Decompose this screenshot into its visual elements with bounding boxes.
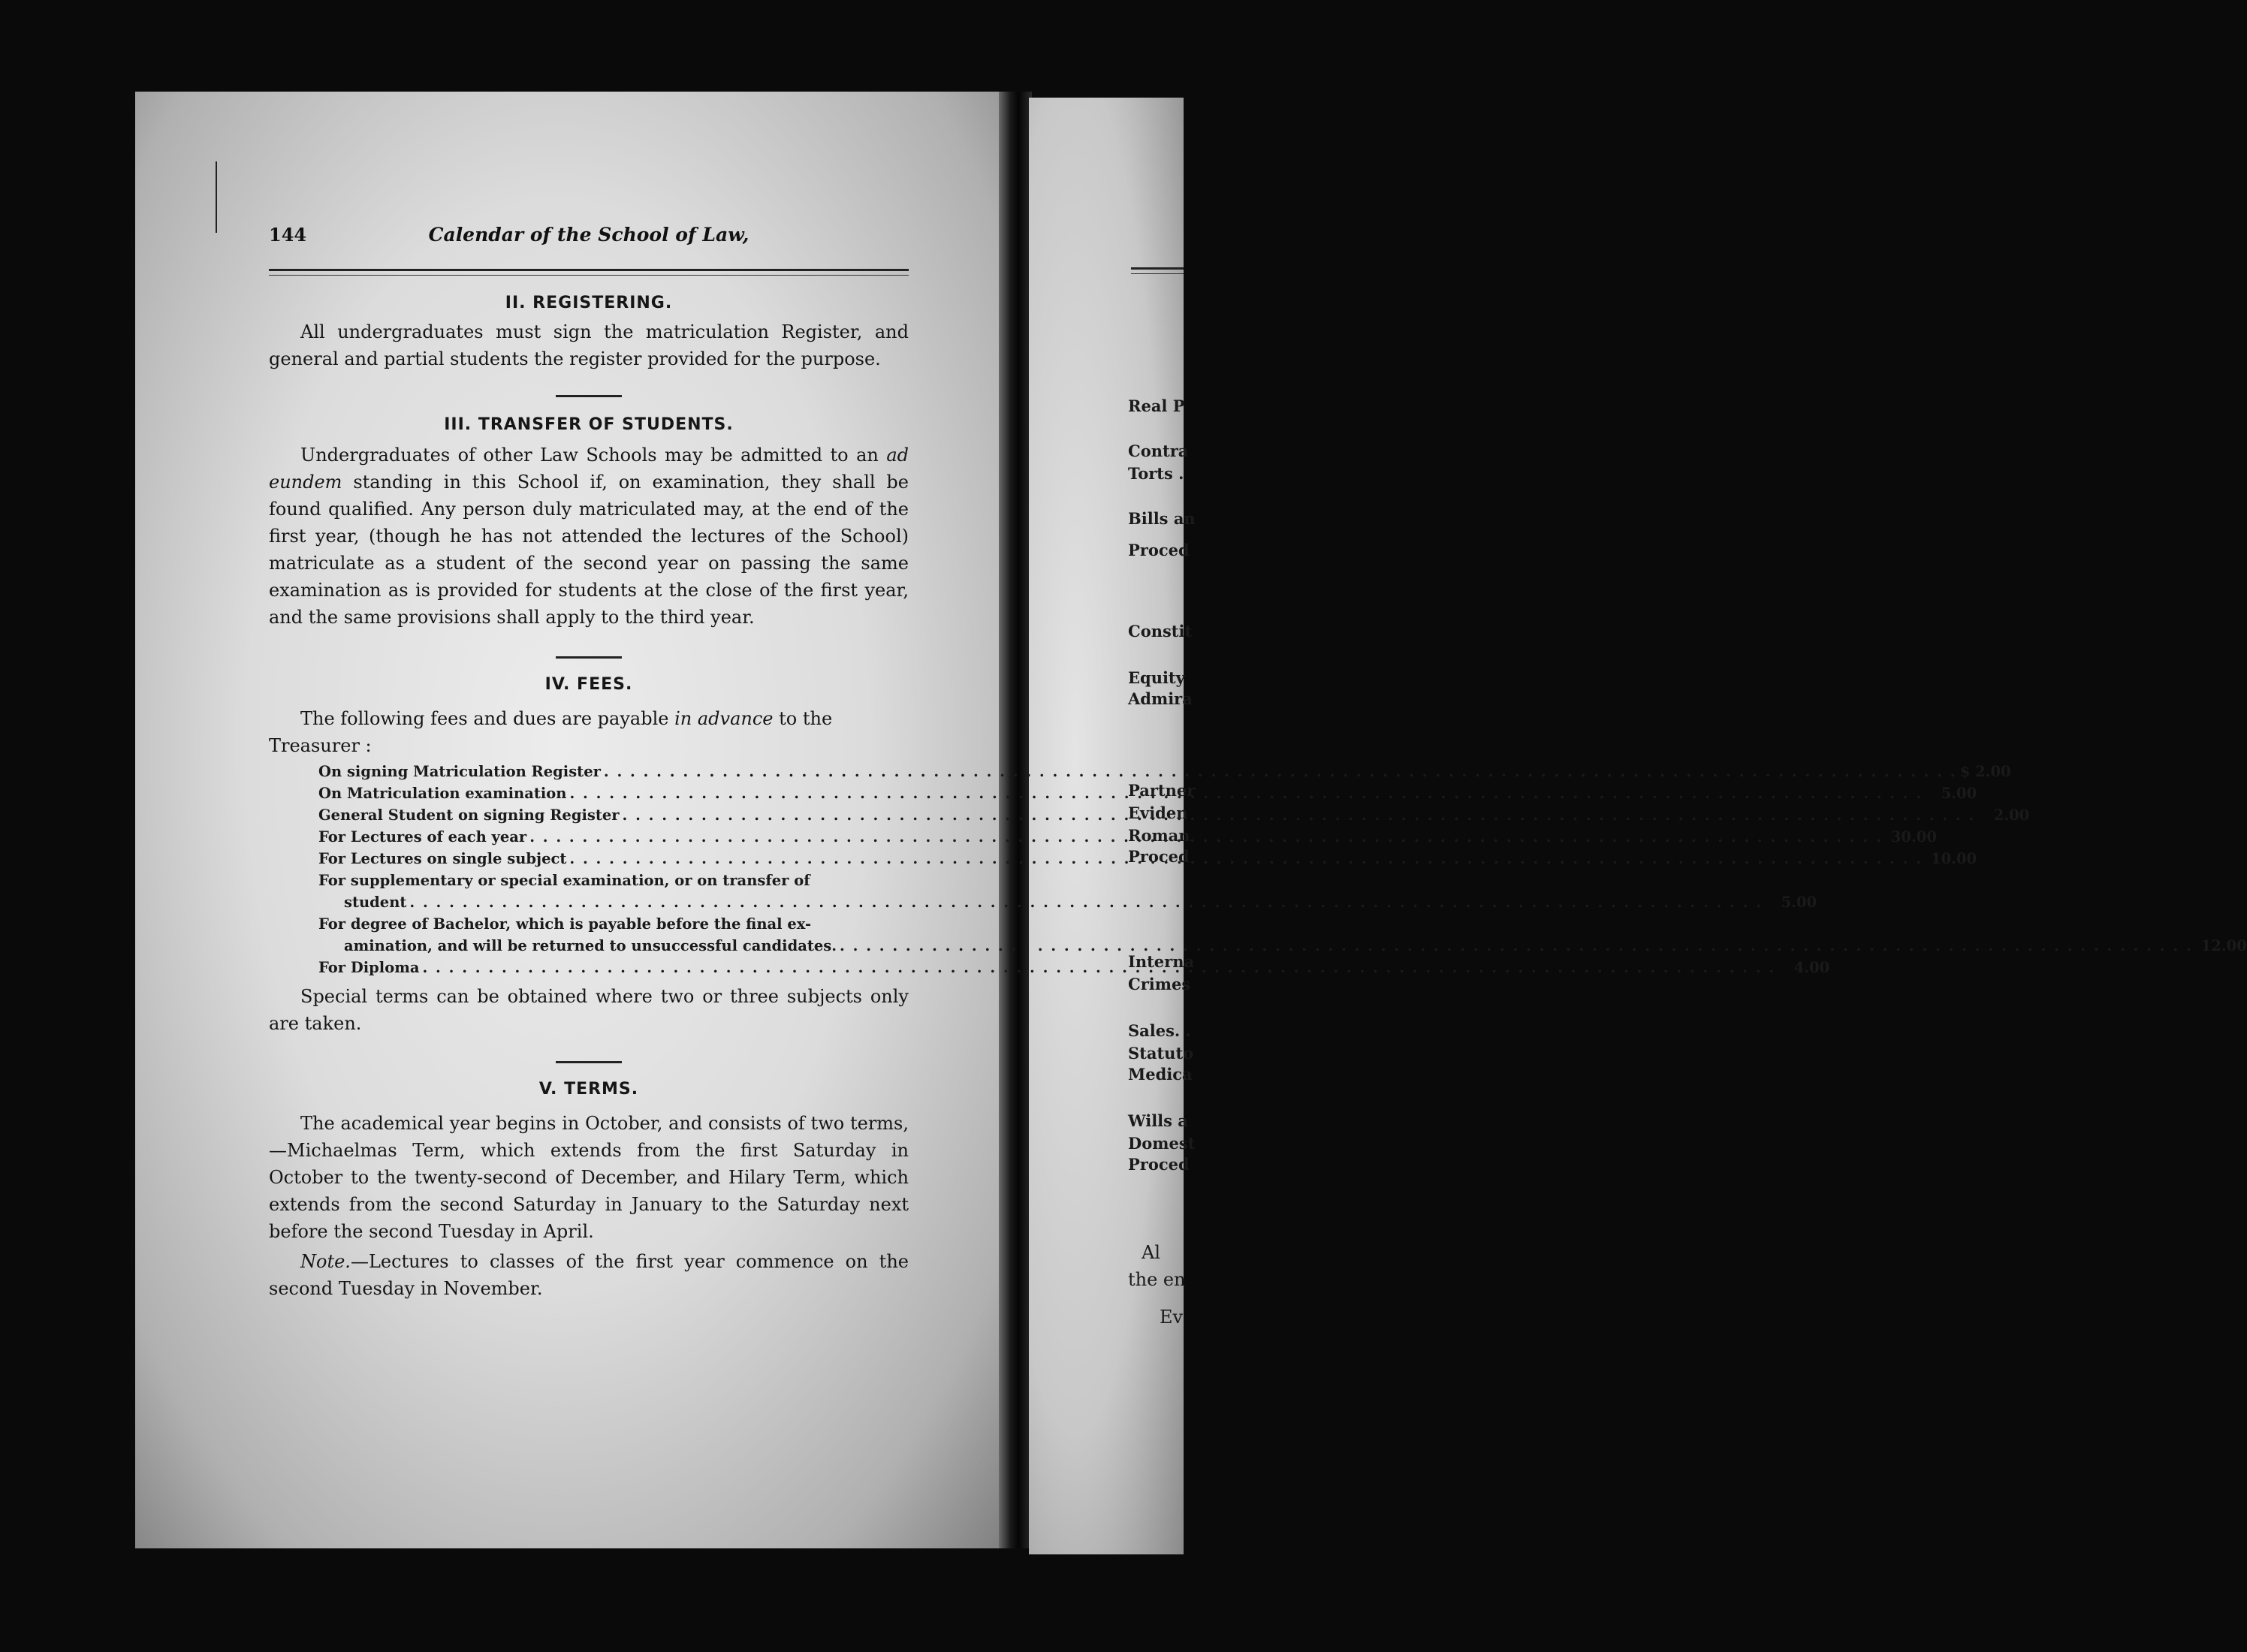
facing-fragment: Ev xyxy=(1160,1307,1184,1328)
header-rule-thin xyxy=(269,275,909,276)
facing-fragment: Torts . xyxy=(1128,464,1184,483)
facing-fragment: Al xyxy=(1142,1242,1161,1263)
heading-transfer: III. TRANSFER OF STUDENTS. xyxy=(444,415,734,434)
leader-dots xyxy=(422,957,1775,978)
heading-registering: II. REGISTERING. xyxy=(505,294,673,312)
facing-fragment: Real P xyxy=(1128,396,1185,415)
facing-fragment: the en xyxy=(1128,1269,1186,1290)
fees-intro xyxy=(269,705,909,759)
fee-row xyxy=(318,913,909,935)
running-title: Calendar of the School of Law, xyxy=(428,224,750,246)
fees-closing: Special terms can be obtained where two or three subjects only are taken. xyxy=(269,986,909,1034)
leader-dots xyxy=(409,891,1763,913)
transfer-text-rest: standing in this School if, on examination, they shall be found qualified. Any person duly matriculated may, at the end of the first year, (though he has not attended the lectures of the School) matriculate as a student of the second year on passing the same examination as is provided for students at the close of the first year, and the same provisions shall apply to the third year. xyxy=(269,472,909,628)
registering-paragraph: All undergraduates must sign the matriculation Register, and general and partial students the register provided for the purpose. xyxy=(269,321,909,369)
heading-fees: IV. FEES. xyxy=(544,675,633,694)
fee-amount: 2.00 xyxy=(1993,806,2030,824)
running-head xyxy=(269,224,909,254)
fee-amount: 5.00 xyxy=(1941,785,1977,802)
facing-fragment: Proced xyxy=(1128,541,1190,559)
facing-fragment: Wills a xyxy=(1128,1111,1188,1130)
facing-fragment: Sales. . xyxy=(1128,1021,1191,1040)
fee-label: amination, and will be returned to unsuccessful candidates. xyxy=(344,937,837,954)
transfer-text-italic: ad eundem xyxy=(269,445,909,493)
fee-label: For Lectures on single subject xyxy=(318,850,567,867)
section-separator xyxy=(556,1061,622,1063)
facing-fragment: Proced xyxy=(1128,847,1190,866)
facing-fragment: Admira xyxy=(1128,689,1193,708)
fee-label: General Student on signing Register xyxy=(318,806,620,824)
fee-amount: 5.00 xyxy=(1781,894,1817,911)
margin-mark xyxy=(216,161,217,233)
note-text: —Lectures to classes of the first year commence on the second Tuesday in November. xyxy=(269,1251,909,1299)
page-number: 144 xyxy=(269,224,307,246)
facing-fragment: Constit xyxy=(1128,622,1193,641)
facing-fragment: Medica xyxy=(1128,1065,1193,1084)
leader-dots xyxy=(569,848,1923,870)
facing-fragment: Partner xyxy=(1128,781,1196,800)
transfer-paragraph xyxy=(269,442,909,631)
facing-fragment: Statuto xyxy=(1128,1044,1194,1063)
transfer-text-start: Undergraduates of other Law Schools may be admitted to an xyxy=(300,445,879,466)
fee-label: For degree of Bachelor, which is payable before the final ex- xyxy=(318,915,812,933)
heading-terms: V. TERMS. xyxy=(538,1080,639,1099)
leader-dots xyxy=(840,935,2193,957)
section-separator xyxy=(556,395,622,397)
note-label: Note. xyxy=(300,1251,351,1272)
fee-label: For supplementary or special examination, or on transfer of xyxy=(318,872,810,889)
leader-dots xyxy=(569,782,1923,804)
fee-row xyxy=(318,870,909,891)
facing-fragment: Roman xyxy=(1128,826,1190,845)
facing-fragment: Interna xyxy=(1128,952,1195,971)
fees-intro-italic: in advance xyxy=(674,708,774,729)
fee-amount: 4.00 xyxy=(1793,959,1830,976)
fee-amount: 30.00 xyxy=(1890,828,1937,846)
leader-dots xyxy=(604,761,1957,782)
fee-amount: 10.00 xyxy=(1931,850,1977,867)
facing-fragment: Equity xyxy=(1128,668,1185,687)
terms-note xyxy=(269,1248,909,1302)
fee-row xyxy=(318,761,2011,782)
fee-row-continuation xyxy=(318,891,1817,913)
facing-fragment: Contra xyxy=(1128,442,1189,460)
header-rule xyxy=(269,269,909,271)
facing-page-text xyxy=(1128,0,1196,1652)
fee-label: For Lectures of each year xyxy=(318,828,527,846)
facing-fragment: Crimes xyxy=(1128,975,1191,993)
fee-label: For Diploma xyxy=(318,959,420,976)
section-separator xyxy=(556,656,622,659)
facing-fragment: Proced xyxy=(1128,1155,1190,1174)
leader-dots xyxy=(623,804,1976,826)
facing-fragment: Eviden xyxy=(1128,803,1188,822)
fee-label: On Matriculation examination xyxy=(318,785,567,802)
fees-intro-start: The following fees and dues are payable xyxy=(300,708,669,729)
fee-label: On signing Matriculation Register xyxy=(318,763,601,780)
fee-amount: $ 2.00 xyxy=(1959,763,2011,780)
terms-paragraph: The academical year begins in October, and consists of two terms, —Michaelmas Term, which extends from the first Saturday in October to the twenty-second of December, and Hilary Term, which extends from the second Saturday in January to the Saturday next before the second Tuesday in April. xyxy=(269,1113,909,1242)
fee-amount: 12.00 xyxy=(2200,937,2247,954)
fee-row-continuation xyxy=(318,935,2247,957)
leader-dots xyxy=(529,826,1883,848)
facing-fragment: Bills an xyxy=(1128,509,1196,528)
facing-fragment: Domest xyxy=(1128,1134,1196,1153)
fee-label: student xyxy=(344,894,407,911)
fees-intro-end: to the Treasurer : xyxy=(269,708,833,756)
